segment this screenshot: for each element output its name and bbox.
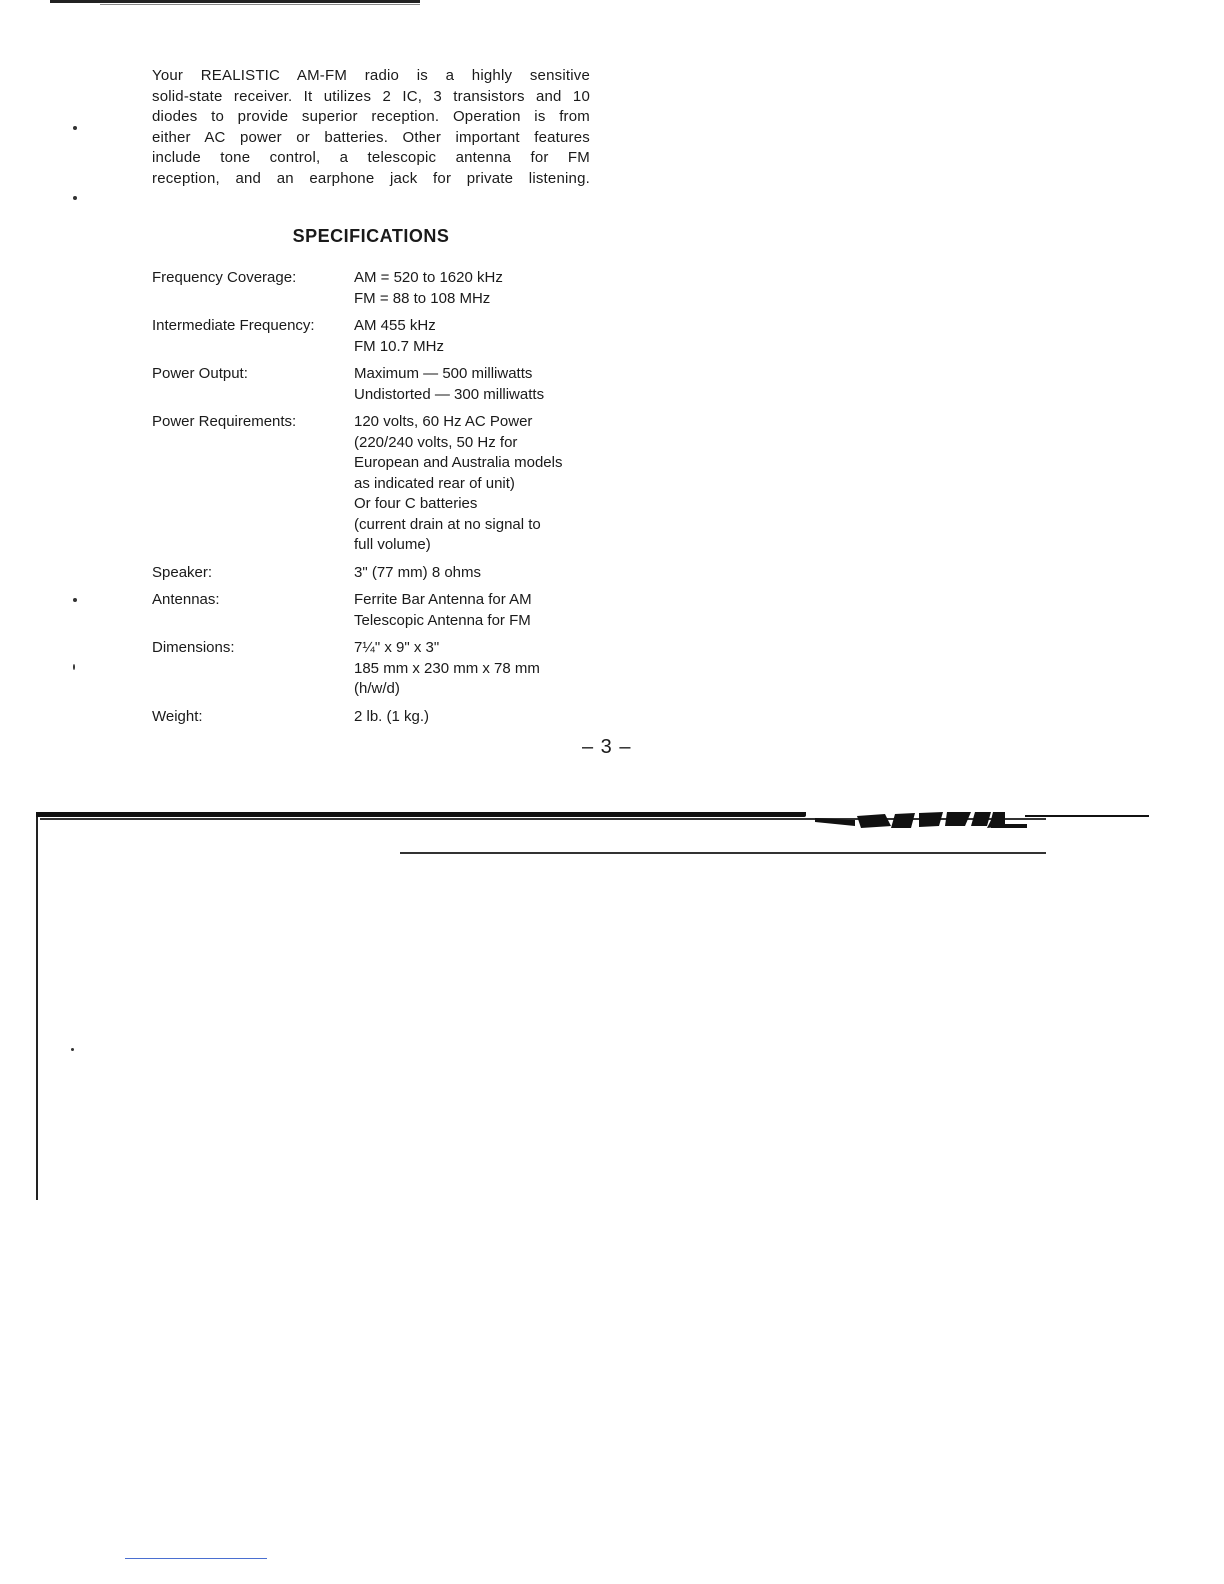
spec-row (152, 638, 612, 700)
spec-row (152, 268, 612, 309)
spec-value-line: Telescopic Antenna for FM (354, 611, 531, 629)
spec-row (152, 707, 612, 728)
spec-row (152, 364, 612, 405)
spec-value-line: 7¼" x 9" x 3" (354, 639, 440, 656)
intro-line: reception, and an earphone jack for private listening. (152, 169, 590, 187)
spec-label: Frequency Coverage: (152, 269, 297, 286)
spec-value-line: Undistorted — 300 milliwatts (354, 385, 545, 403)
intro-line: Your REALISTIC AM-FM radio is a highly sensitive (152, 67, 590, 84)
spec-value (354, 316, 612, 357)
spec-row (152, 316, 612, 357)
spec-label: Weight: (152, 707, 203, 725)
spec-row (152, 563, 612, 584)
spec-label: Speaker: (152, 563, 213, 581)
spec-value-line: FM 10.7 MHz (354, 337, 445, 355)
spec-value-line: 3" (77 mm) 8 ohms (354, 563, 482, 581)
spec-value (354, 268, 612, 309)
realistic-logo (815, 808, 1030, 830)
specifications-table (152, 268, 612, 734)
spec-value-line: full volume) (354, 536, 431, 553)
header-rule-right (1025, 815, 1149, 817)
bottom-blue-line (125, 1558, 267, 1559)
spec-value (354, 707, 612, 728)
page-number: – 3 – (582, 736, 632, 758)
spec-value-line: (220/240 volts, 50 Hz for (354, 433, 518, 451)
spec-value-line: (h/w/d) (354, 680, 400, 697)
specifications-heading: SPECIFICATIONS (292, 226, 450, 246)
spec-row (152, 590, 612, 631)
binder-hole-mark (71, 1048, 74, 1051)
spec-value-line: 120 volts, 60 Hz AC Power (354, 413, 533, 430)
binder-hole-mark (73, 664, 75, 670)
spec-value-line: European and Australia models (354, 454, 563, 471)
binder-hole-mark (73, 126, 77, 130)
binder-hole-mark (73, 598, 77, 602)
spec-value (354, 364, 612, 405)
spec-label: Power Requirements: (152, 413, 297, 430)
spec-label: Antennas: (152, 591, 220, 608)
spec-value (354, 590, 612, 631)
spec-value-line: Maximum — 500 milliwatts (354, 365, 533, 382)
spec-value (354, 638, 612, 700)
top-rule (50, 0, 420, 3)
intro-paragraph (152, 66, 590, 190)
page-edge-line (36, 812, 38, 1200)
spec-label: Dimensions: (152, 639, 235, 656)
spec-value (354, 412, 612, 556)
spec-value (354, 563, 612, 584)
spec-row (152, 412, 612, 556)
spec-value-line: Or four C batteries (354, 495, 478, 512)
spec-label: Power Output: (152, 365, 248, 382)
intro-line: diodes to provide superior reception. Operation is from (152, 108, 590, 126)
spec-value-line: FM = 88 to 108 MHz (354, 289, 491, 307)
top-rule-thin (100, 4, 420, 5)
spec-value-line: as indicated rear of unit) (354, 474, 515, 492)
spec-value-line: (current drain at no signal to (354, 515, 541, 533)
intro-line: include tone control, a telescopic antenna for FM (152, 149, 590, 167)
spec-value-line: Ferrite Bar Antenna for AM (354, 591, 532, 608)
binder-hole-mark (73, 196, 77, 200)
header-rule-thick (36, 812, 806, 817)
header-rule-lower (400, 852, 1046, 854)
spec-value-line: AM 455 kHz (354, 317, 436, 334)
intro-line: either AC power or batteries. Other important features (152, 128, 590, 146)
spec-label: Intermediate Frequency: (152, 317, 315, 334)
intro-line: solid-state receiver. It utilizes 2 IC, 3 transistors and 10 (152, 87, 590, 105)
spec-value-line: 2 lb. (1 kg.) (354, 707, 430, 725)
spec-value-line: 185 mm x 230 mm x 78 mm (354, 659, 540, 677)
spec-value-line: AM = 520 to 1620 kHz (354, 269, 503, 286)
